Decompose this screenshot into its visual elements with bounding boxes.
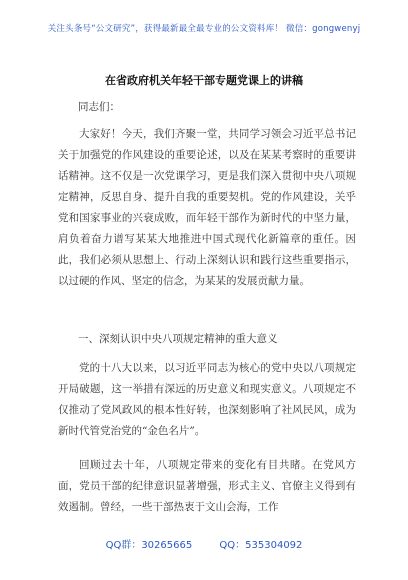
paragraph-text: 党的十八大以来，以习近平同志为核心的党中央以八项规定开局破题，这一举措有深远的历史意义和现实意义。八项规定不仅推动了党风政风的根本性好转，也深刻影响了社风民风，成为新时代管党治党的“金色名片”。 [58,362,356,437]
footer-qq-group: QQ群：30265665 [105,540,193,551]
header-note: 关注头条号“公文研究”，获得最新最全最专业的公文资料库！ 微信：gongwenyj [47,24,361,34]
document-title: 在省政府机关年轻干部专题党课上的讲稿 [105,74,303,87]
salutation: 同志们： [78,101,120,113]
footer-qq-number: QQ：535304092 [219,540,303,551]
section-heading: 一、深刻认识中央八项规定精神的重大意义 [78,333,278,345]
paragraph-text: 回顾过去十年，八项规定带来的变化有目共睹。在党风方面，党员干部的纪律意识显著增强，形式主义、官僚主义得到有效遏制。曾经，一些干部热衷于文山会海，工作 [58,459,356,513]
paragraph-text: 大家好！今天，我们齐聚一堂，共同学习领会习近平总书记关于加强党的作风建设的重要论述，以及在某某考察时的重要讲话精神。这不仅是一次党课学习，更是我们深入贯彻中央八项规定精神，反思自身、提升自我的重要契机。党的作风建设，关乎党和国家事业的兴衰成败，而年轻干部作为新时代的中坚力量，肩负着奋力谱写某某大地推进中国式现代化新篇章的重任。因此，我们必须从思想上、行动上深刻认识和践行这些重要指示，以过硬的作风、坚定的信念，为某某的发展贡献力量。 [58,128,356,287]
footer-contact [0,536,408,551]
paragraph-intro [58,124,356,304]
paragraph-review [58,455,356,530]
paragraph-significance [58,358,356,454]
